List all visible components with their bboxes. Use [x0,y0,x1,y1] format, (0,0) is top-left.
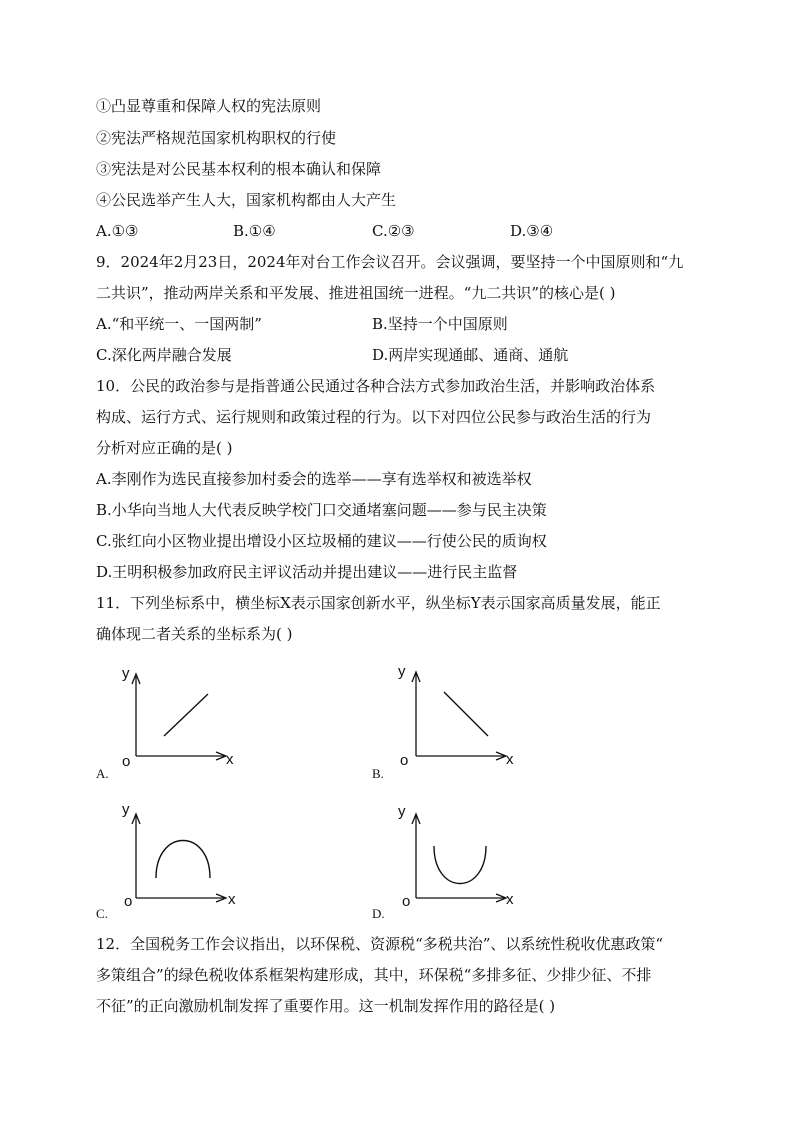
graph-a [116,662,246,772]
graph-c [116,800,246,910]
q10-option-b: B.小华向当地人大代表反映学校门口交通堵塞问题——参与民主决策 [96,501,547,519]
graph-d-label: D. [372,906,385,921]
q9-option-c: C.深化两岸融合发展 [96,346,232,364]
q10-stem-line-1: 10．公民的政治参与是指普通公民通过各种合法方式参加政治生活，并影响政治体系 [96,377,656,395]
q9-stem-line-1: 9．2024年2月23日，2024年对台工作会议召开。会议强调，要坚持一个中国原则和“九 [96,253,684,271]
q10-option-a: A.李刚作为选民直接参加村委会的选举——享有选举权和被选举权 [96,470,532,488]
graph-a-x-label: x [226,751,234,768]
graph-a-origin-label: o [122,753,131,770]
graph-d-y-label: y [398,803,406,820]
graph-c-y-label: y [122,801,130,818]
graph-c-x-label: x [228,891,236,908]
graph-d-origin-label: o [402,893,411,910]
graph-b-x-label: x [506,751,514,768]
q8-statement-4: ④公民选举产生人大，国家机构都由人大产生 [96,191,397,209]
q12-stem-line-3: 不征”的正向激励机制发挥了重要作用。这一机制发挥作用的路径是( ) [96,997,556,1015]
q9-option-b: B.坚持一个中国原则 [372,315,508,333]
q12-stem-line-1: 12．全国税务工作会议指出，以环保税、资源税“多税共治”、以系统性税收优惠政策“ [96,935,664,953]
graph-b-label: B. [372,766,384,781]
q11-stem-line-1: 11．下列坐标系中，横坐标X表示国家创新水平，纵坐标Y表示国家高质量发展，能正 [96,594,661,612]
graph-c-origin-label: o [124,893,133,910]
graph-c-curve [156,841,210,879]
graph-b-origin-label: o [400,752,409,769]
graph-b-curve [444,692,488,736]
q9-option-a: A.“和平统一、一国两制” [96,315,262,333]
q8-option-b: B.①④ [233,222,276,240]
q9-stem-line-2: 二共识”，推动两岸关系和平发展、推进祖国统一进程。“九二共识”的核心是( ) [96,284,616,302]
q8-option-a: A.①③ [96,222,139,240]
graph-c-label: C. [96,906,108,921]
q10-stem-line-3: 分析对应正确的是( ) [96,439,233,457]
graph-a-y-label: y [122,665,130,682]
q9-option-d: D.两岸实现通邮、通商、通航 [372,346,569,364]
graph-a-label: A. [96,766,109,781]
q10-option-d: D.王明积极参加政府民主评议活动并提出建议——进行民主监督 [96,563,518,581]
q8-statement-2: ②宪法严格规范国家机构职权的行使 [96,129,337,147]
graph-a-curve [164,694,208,736]
q10-stem-line-2: 构成、运行方式、运行规则和政策过程的行为。以下对四位公民参与政治生活的行为 [96,408,652,426]
graph-d-x-label: x [506,891,514,908]
graph-b-y-label: y [398,663,406,680]
q8-option-d: D.③④ [510,222,554,240]
q8-option-c: C.②③ [372,222,415,240]
q11-stem-line-2: 确体现二者关系的坐标系为( ) [96,625,293,643]
q10-option-c: C.张红向小区物业提出增设小区垃圾桶的建议——行使公民的质询权 [96,532,547,550]
graph-b [396,660,526,770]
q8-statement-1: ①凸显尊重和保障人权的宪法原则 [96,97,322,115]
q12-stem-line-2: 多策组合”的绿色税收体系框架构建形成，其中，环保税“多排多征、少排少征、不排 [96,966,652,984]
q8-statement-3: ③宪法是对公民基本权利的根本确认和保障 [96,160,382,178]
graph-d [396,800,526,910]
graph-d-curve [434,846,486,884]
